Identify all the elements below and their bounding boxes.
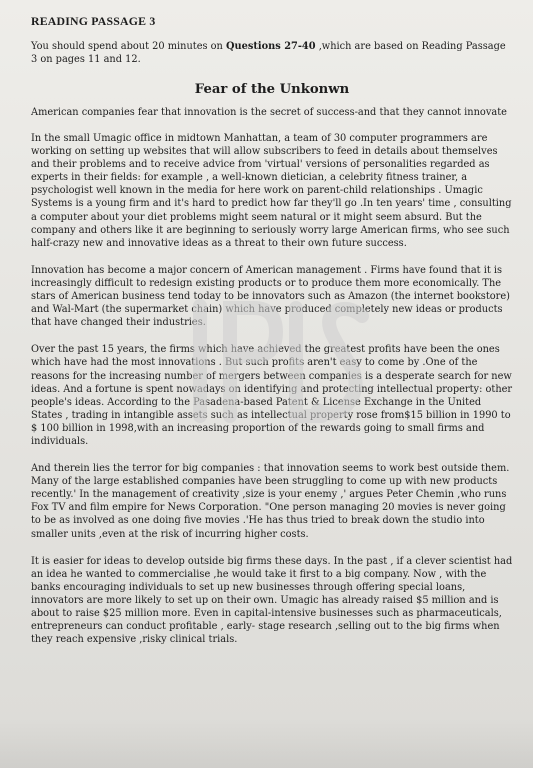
instructions-question-range: Questions 27-40 — [226, 41, 316, 52]
article-title: Fear of the Unkonwn — [194, 82, 350, 97]
instructions-text-start: You should spend about 20 minutes on — [31, 41, 226, 52]
instructions-text-end: ,which are based on Reading Passage 3 on pages 11 and 12. — [31, 41, 506, 65]
paragraph-1: In the small Umagic office in midtown Manhattan, a team of 30 computer programmers are working on setting up websites that will allow subscribers to feed in details about themselves and their problems and to receive advice from 'virtual' versions of personalities regarded as experts in their fields: for example , a well-known dietician, a celebrity fitness trainer, a psychologist well known in the media for here work on parent-child relationships . Umagic Systems is a young firm and it's hard to predict how far they'll go .In ten years' time , consulting a computer about your diet problems might seem natural or it might seem absurd. But the company and others like it are beginning to seriously worry large American firms, who see such half-crazy new and innovative ideas as a threat to their own future success. — [31, 133, 512, 249]
paragraph-5: It is easier for ideas to develop outside big firms these days. In the past , if a clever scientist had an idea he wanted to commercialise ,he would take it first to a big company. Now , with the banks encouraging individuals to set up new businesses through offering special loans, innovators are more likely to set up on their own. Umagic has already raised $5 million and is about to raise $25 million more. Even in capital-intensive businesses such as pharmaceuticals, entrepreneurs can conduct profitable , early- stage research ,selling out to the big firms when they reach expensive ,risky clinical trials. — [31, 555, 513, 646]
section-heading: READING PASSAGE 3 — [31, 14, 156, 28]
article-subtitle: American companies fear that innovation is the secret of success-and that they cannot innovate — [31, 107, 507, 118]
instructions — [31, 40, 513, 66]
paragraph-4: And therein lies the terror for big companies : that innovation seems to work best outside them. Many of the large established companies have been struggling to come up with new products recently.' In the management of creativity ,size is your enemy ,' argues Peter Chemin ,who runs Fox TV and film empire for News Corporation. "One person managing 20 movies is never going to be as involved as one doing five movies .'He has thus tried to break down the studio into smaller units ,even at the risk of incurring higher costs. — [31, 463, 510, 540]
paragraph-3: Over the past 15 years, the firms which have achieved the greatest profits have been the ones which have had the most innovations . But such profits aren't easy to come by .One of the reasons for the increasing number of mergers between companies is a desperate search for new ideas. And a fortune is spent nowadays on identifying and protecting intellectual property: other people's ideas. According to the Pasadena-based Patent & License Exchange in the United States , trading in intangible assets such as intellectual property rose from$15 billion in 1990 to $ 100 billion in 1998,with an increasing proportion of the rewards going to small firms and individuals. — [31, 344, 513, 447]
paragraph-2: Innovation has become a major concern of American management . Firms have found that it is increasingly difficult to redesign existing products or to produce them more economically. The stars of American business tend today to be innovators such as Amazon (the internet bookstore) and Wal-Mart (the supermarket chain) which have produced completely new ideas or products that have changed their industries. — [31, 264, 510, 329]
page-shadow — [0, 718, 533, 768]
